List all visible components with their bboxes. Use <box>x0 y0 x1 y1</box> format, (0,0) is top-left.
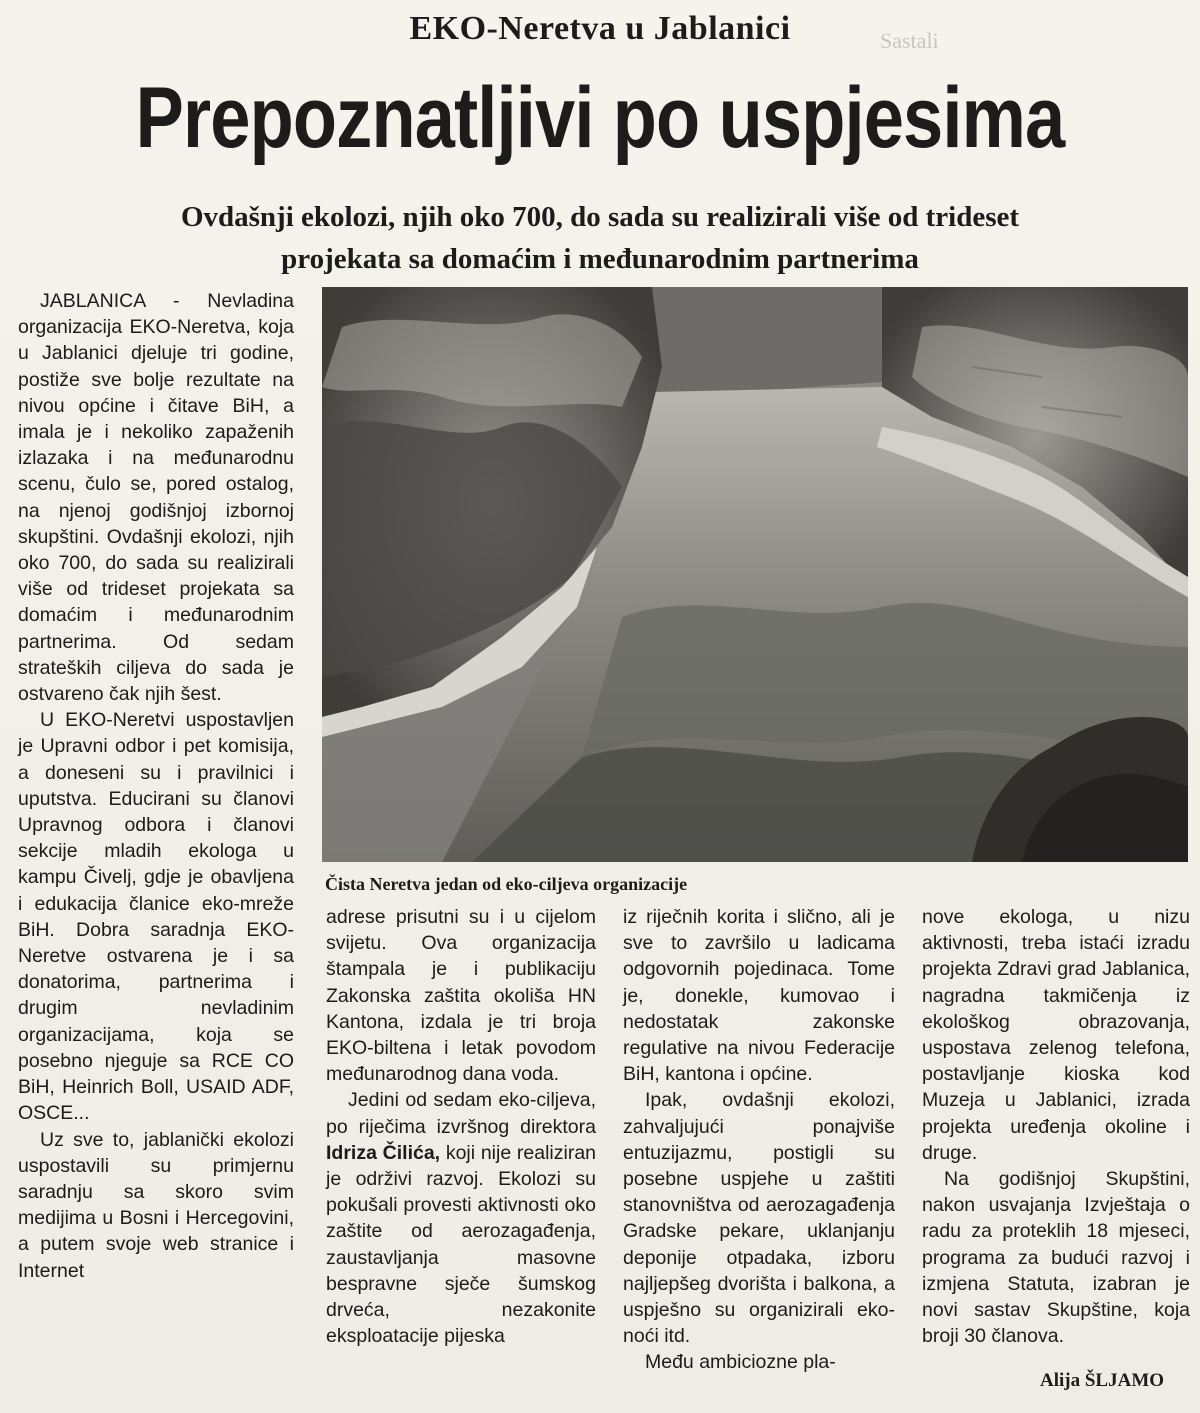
paragraph: U EKO-Neretvi uspostavljen je Upravni odbor i pet komisija, a doneseni su i pravilnici i uputstva. Educirani su članovi Upravnog odbora i članovi sekcije mladih ekologa u kampu Čivelj, gdje je obavljena i edukacija članice eko-mreže BiH. Dobra saradnja EKO-Neretve ostvarena je i sa donatorima, partnerima i drugim nevladinim organizacijama, koja se posebno njeguje sa RCE CO BiH, Heinrich Boll, USAID ADF, OSCE... <box>18 709 294 1125</box>
article-kicker: EKO-Neretva u Jablanici <box>409 10 791 47</box>
river-landscape-image <box>322 287 1188 862</box>
paragraph: Na godišnjoj Skupštini, nakon usvajanja Izvještaja o radu za proteklih 18 mjeseci, programa za budući razvoj i izmjena Statuta, izabran je novi sastav Skupštine, koja broji 30 članova. <box>922 1168 1190 1348</box>
paragraph-text: Jedini od sedam eko-ciljeva, po riječima izvršnog direktora <box>326 1089 596 1138</box>
paragraph: adrese prisutni su i u cijelom svijetu. Ova organizacija štampala je i publikaciju Zakonska zaštita okoliša HN Kantona, izdala je tri broja EKO-biltena i letak povodom međunarodnog dana voda. <box>326 906 596 1086</box>
article-subheadline <box>40 196 1160 280</box>
body-column-1 <box>18 288 294 1284</box>
director-name: Idriza Čilića, <box>326 1141 441 1164</box>
photo-caption: Čista Neretva jedan od eko-ciljeva organizacije <box>325 874 688 894</box>
paragraph-text: koji nije realiziran je održivi razvoj. Ekolozi su pokušali provesti aktivnosti oko zaštite od aerozagađenja, zaustavljanja masovne bespravne sječe šumskog drveća, nezakonite eksploatacije pijeska <box>326 1141 597 1348</box>
river-photo <box>322 287 1188 862</box>
paragraph: Uz sve to, jablanički ekolozi uspostavili su primjernu saradnju sa skoro svim medijima u Bosni i Hercegovini, a putem svoje web stranice i Internet <box>18 1128 294 1282</box>
subhead-line-1: Ovdašnji ekolozi, njih oko 700, do sada su realizirali više od trideset <box>180 201 1020 233</box>
paragraph: Među ambiciozne pla- <box>645 1351 836 1374</box>
author-byline: Alija ŠLJAMO <box>1040 1370 1165 1391</box>
article-headline: Prepoznatljivi po uspjesima <box>135 70 1065 166</box>
paragraph: iz riječnih korita i slično, ali je sve to završilo u ladicama odgovornih pojedinaca. Tome je, donekle, kumovao i nedostatak zakonske regulative na nivou Federacije BiH, kantona i općine. <box>623 906 895 1086</box>
body-column-4 <box>922 904 1190 1349</box>
paragraph <box>326 1087 596 1349</box>
subhead-line-2: projekata sa domaćim i međunarodnim partnerima <box>281 243 919 275</box>
paragraph: Ipak, ovdašnji ekolozi, zahvaljujući ponajviše entuzijazmu, postigli su posebne uspjehe u zaštiti stanovništva od aerozagađenja Gradske pekare, uklanjanju deponije otpadaka, izboru najljepšeg dvorišta i balkona, a uspješno su organizirali eko-noći itd. <box>623 1089 895 1348</box>
paragraph: JABLANICA - Nevladina organizacija EKO-Neretva, koja u Jablanici djeluje tri godine, postiže sve bolje rezultate na nivou općine i čitave BiH, a imala je i nekoliko zapaženih izlazaka i na međunarodnu scenu, čulo se, pored ostalog, na njenoj godišnjoj izbornoj skupštini. Ovdašnji ekolozi, njih oko 700, do sada su realizirali više od trideset projekata sa domaćim i međunarodnim partnerima. Od sedam strateških ciljeva do sada je ostvareno čak njih šest. <box>18 290 294 706</box>
bleed-through-text: Sastali <box>880 28 939 53</box>
body-column-3 <box>623 904 895 1376</box>
body-column-2 <box>326 904 596 1349</box>
paragraph: nove ekologa, u nizu aktivnosti, treba istaći izradu projekta Zdravi grad Jablanica, nagradna takmičenja iz ekološkog obrazovanja, uspostava zelenog telefona, postavljanje kioska kod Muzeja u Jablanici, izrada projekta uređenja okoline i druge. <box>922 906 1190 1164</box>
